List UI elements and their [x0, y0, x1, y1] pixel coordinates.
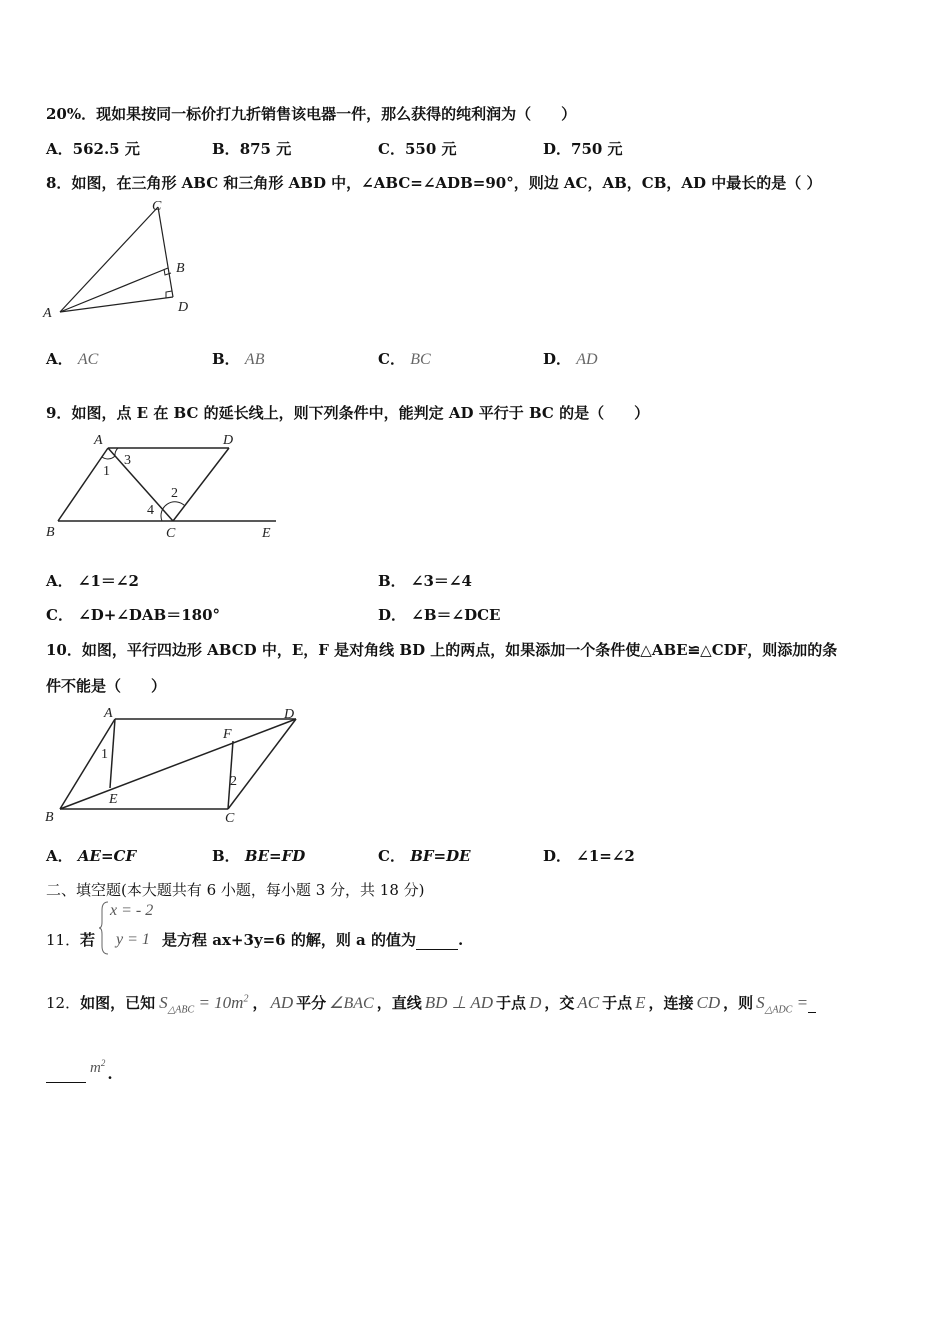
q10-label-f: F [223, 727, 232, 742]
section-2-title: 二、填空题(本大题共有 6 小题，每小题 3 分，共 18 分) [46, 881, 425, 899]
q8-option-c: C． BC [378, 350, 431, 368]
q9-option-a: A． ∠1＝∠2 [46, 572, 139, 590]
q8-label-b: B [176, 261, 185, 276]
q10-line-ae [110, 719, 115, 788]
q10-label-c: C [225, 811, 235, 826]
q9-figure [40, 428, 285, 543]
q8-right-angle-b [164, 269, 171, 275]
q10-label-d: D [284, 707, 295, 722]
q11-number: 11． [46, 931, 81, 949]
q9-label-b: B [46, 525, 55, 540]
q9-option-c: C． ∠D+∠DAB＝180° [46, 606, 221, 624]
q12-answer-blank-start[interactable] [808, 994, 816, 1013]
q10-option-a: A． AE=CF [46, 847, 137, 865]
q10-label-e: E [109, 792, 118, 807]
q8-label-d: D [178, 300, 189, 315]
q11-prefix: 若 [80, 931, 96, 949]
q10-line-ab [60, 719, 115, 809]
q10-option-d: D． ∠1=∠2 [543, 847, 635, 865]
q11-eq-x: x = - 2 [110, 902, 154, 919]
q10-figure [40, 702, 305, 827]
q9-line-dc [173, 448, 229, 521]
q12-unit: $m^2$ [90, 1058, 106, 1076]
q10-label-1: 1 [101, 747, 108, 762]
q8-label-c: C [152, 199, 162, 214]
q12-answer-blank[interactable] [46, 1062, 86, 1083]
q8-text: 8．如图，在三角形 ABC 和三角形 ABD 中，∠ABC=∠ADB=90°，则边 AC，AB，CB，AD 中最长的是（ ） [46, 174, 822, 192]
q9-text: 9．如图，点 E 在 BC 的延长线上，则下列条件中，能判定 AD 平行于 BC 的是（ ） [46, 404, 650, 422]
q8-figure [40, 198, 200, 323]
q9-label-a: A [94, 433, 103, 448]
q10-text-line1: 10．如图，平行四边形 ABCD 中，E，F 是对角线 BD 上的两点，如果添加一个条件使△ABE≌△CDF，则添加的条 [46, 641, 838, 659]
q11-eq-y: y = 1 [116, 931, 150, 948]
q9-line-ab [58, 448, 108, 521]
q11-brace [98, 900, 110, 956]
q10-text-line2: 件不能是（ ） [46, 677, 167, 695]
q12-line1: 12． 如图，已知 $S_{\triangle ABC} = 10m^2$ ， AD 平分 ∠BAC ，直线 BD ⊥ AD 于点 D ，交 AC 于点 E ，连接 CD ，则 $S_{\triangle ADC}$ = [46, 992, 816, 1015]
q9-option-d: D． ∠B＝∠DCE [378, 606, 501, 624]
q9-option-b: B． ∠3＝∠4 [378, 572, 472, 590]
q7-option-d: D．750 元 [543, 140, 623, 158]
q9-angle-3-arc [115, 448, 118, 456]
q12-line2: $m^2$ . [46, 1062, 113, 1083]
q10-label-2: 2 [230, 774, 237, 789]
q11-answer-blank[interactable] [416, 931, 458, 950]
q8-label-a: A [43, 306, 52, 321]
q10-line-bd [60, 719, 296, 809]
q9-label-e: E [262, 526, 271, 541]
q9-label-1: 1 [103, 464, 110, 479]
q10-label-a: A [104, 706, 113, 721]
q9-label-c: C [166, 526, 176, 541]
q10-option-b: B． BE=FD [212, 847, 306, 865]
q9-label-4: 4 [147, 503, 154, 518]
q8-option-b: B． AB [212, 350, 265, 368]
q9-angle-1-arc [102, 456, 115, 459]
q8-option-a: A． AC [46, 350, 99, 368]
q11-question: 是方程 ax+3y=6 的解，则 a 的值为 . [162, 931, 464, 949]
q8-line-cd [158, 207, 173, 297]
q9-label-3: 3 [124, 453, 131, 468]
q7-text: 20%．现如果按同一标价打九折销售该电器一件，那么获得的纯利润为（ ） [46, 105, 577, 123]
q12-area-adc: $S_{\triangle ADC}$ = [756, 993, 809, 1016]
q7-option-b: B．875 元 [212, 140, 292, 158]
q10-label-b: B [45, 810, 54, 825]
q9-label-2: 2 [171, 486, 178, 501]
q7-option-a: A．562.5 元 [46, 140, 140, 158]
q7-option-c: C．550 元 [378, 140, 457, 158]
q9-line-ac [108, 448, 173, 521]
q8-option-d: D． AD [543, 350, 598, 368]
q10-option-c: C． BF=DE [378, 847, 471, 865]
q8-line-ac [60, 207, 158, 312]
q9-label-d: D [223, 433, 234, 448]
q12-area-abc: $S_{\triangle ABC} = 10m^2$ [159, 993, 249, 1016]
